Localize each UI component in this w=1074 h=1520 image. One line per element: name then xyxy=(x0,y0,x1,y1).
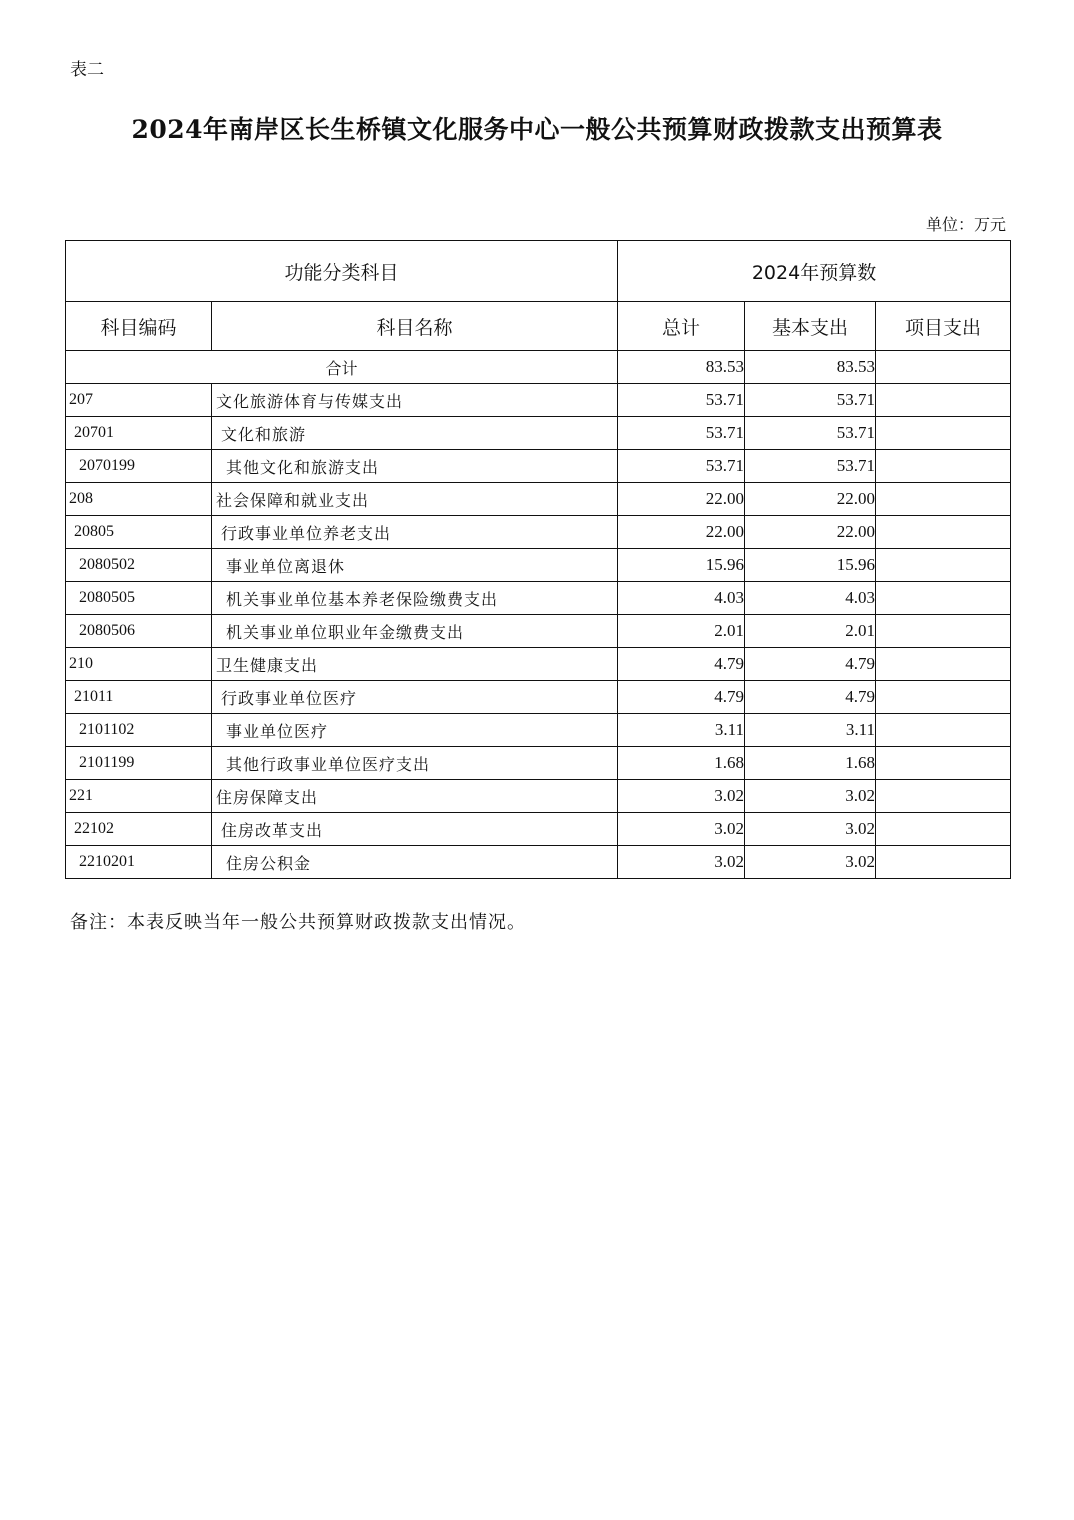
table-row xyxy=(66,450,1011,483)
header-functional-classification: 功能分类科目 xyxy=(66,241,618,302)
row-code: 21011 xyxy=(66,681,212,714)
row-project xyxy=(876,714,1011,747)
row-basic: 53.71 xyxy=(745,384,876,417)
row-name: 机关事业单位基本养老保险缴费支出 xyxy=(212,582,618,615)
row-project xyxy=(876,747,1011,780)
table-row xyxy=(66,681,1011,714)
row-name: 机关事业单位职业年金缴费支出 xyxy=(212,615,618,648)
row-code: 2070199 xyxy=(66,450,212,483)
row-total: 3.02 xyxy=(618,780,745,813)
row-total: 1.68 xyxy=(618,747,745,780)
row-code: 207 xyxy=(66,384,212,417)
total-basic-value: 83.53 xyxy=(745,351,876,384)
row-project xyxy=(876,615,1011,648)
row-name: 住房改革支出 xyxy=(212,813,618,846)
row-project xyxy=(876,549,1011,582)
header-budget-year: 2024年预算数 xyxy=(618,241,1011,302)
row-project xyxy=(876,384,1011,417)
header-subject-code: 科目编码 xyxy=(66,302,212,351)
table-row xyxy=(66,582,1011,615)
row-total: 4.79 xyxy=(618,648,745,681)
row-name: 卫生健康支出 xyxy=(212,648,618,681)
row-project xyxy=(876,516,1011,549)
row-name: 事业单位医疗 xyxy=(212,714,618,747)
row-name: 行政事业单位养老支出 xyxy=(212,516,618,549)
row-code: 221 xyxy=(66,780,212,813)
page-title: 2024年南岸区长生桥镇文化服务中心一般公共预算财政拨款支出预算表 xyxy=(131,115,943,144)
row-basic: 53.71 xyxy=(745,450,876,483)
row-total: 3.11 xyxy=(618,714,745,747)
unit-label: 单位：万元 xyxy=(925,215,1006,234)
header-project-expenditure: 项目支出 xyxy=(876,302,1011,351)
header-row-group xyxy=(66,241,1011,302)
row-code: 208 xyxy=(66,483,212,516)
row-basic: 4.79 xyxy=(745,648,876,681)
row-project xyxy=(876,846,1011,879)
row-basic: 3.02 xyxy=(745,813,876,846)
row-name: 住房保障支出 xyxy=(212,780,618,813)
footnote: 备注：本表反映当年一般公共预算财政拨款支出情况。 xyxy=(70,912,526,933)
row-basic: 4.79 xyxy=(745,681,876,714)
row-total: 53.71 xyxy=(618,450,745,483)
row-basic: 22.00 xyxy=(745,483,876,516)
row-project xyxy=(876,582,1011,615)
table-row xyxy=(66,516,1011,549)
row-code: 2210201 xyxy=(66,846,212,879)
row-project xyxy=(876,780,1011,813)
row-total: 53.71 xyxy=(618,417,745,450)
header-total: 总计 xyxy=(618,302,745,351)
row-basic: 4.03 xyxy=(745,582,876,615)
row-code: 20701 xyxy=(66,417,212,450)
total-label: 合计 xyxy=(66,351,618,384)
row-name: 其他文化和旅游支出 xyxy=(212,450,618,483)
table-row xyxy=(66,417,1011,450)
row-basic: 15.96 xyxy=(745,549,876,582)
row-basic: 3.02 xyxy=(745,846,876,879)
row-project xyxy=(876,417,1011,450)
row-project xyxy=(876,450,1011,483)
row-name: 社会保障和就业支出 xyxy=(212,483,618,516)
row-total: 22.00 xyxy=(618,483,745,516)
row-basic: 3.11 xyxy=(745,714,876,747)
row-code: 210 xyxy=(66,648,212,681)
row-total: 15.96 xyxy=(618,549,745,582)
header-basic-expenditure: 基本支出 xyxy=(745,302,876,351)
row-basic: 53.71 xyxy=(745,417,876,450)
row-total: 2.01 xyxy=(618,615,745,648)
total-row xyxy=(66,351,1011,384)
row-project xyxy=(876,483,1011,516)
total-project-value xyxy=(876,351,1011,384)
row-total: 4.03 xyxy=(618,582,745,615)
table-row xyxy=(66,780,1011,813)
row-code: 2080502 xyxy=(66,549,212,582)
row-total: 4.79 xyxy=(618,681,745,714)
row-basic: 22.00 xyxy=(745,516,876,549)
row-project xyxy=(876,648,1011,681)
row-basic: 2.01 xyxy=(745,615,876,648)
table-row xyxy=(66,549,1011,582)
total-total-value: 83.53 xyxy=(618,351,745,384)
header-subject-name: 科目名称 xyxy=(212,302,618,351)
table-row xyxy=(66,483,1011,516)
row-total: 3.02 xyxy=(618,813,745,846)
table-number: 表二 xyxy=(70,60,104,80)
table-row xyxy=(66,747,1011,780)
row-code: 2080506 xyxy=(66,615,212,648)
row-name: 事业单位离退休 xyxy=(212,549,618,582)
row-code: 2101102 xyxy=(66,714,212,747)
table-row xyxy=(66,714,1011,747)
row-name: 其他行政事业单位医疗支出 xyxy=(212,747,618,780)
row-total: 53.71 xyxy=(618,384,745,417)
table-row xyxy=(66,384,1011,417)
row-name: 文化和旅游 xyxy=(212,417,618,450)
row-code: 2101199 xyxy=(66,747,212,780)
row-code: 2080505 xyxy=(66,582,212,615)
table-row xyxy=(66,648,1011,681)
row-name: 文化旅游体育与传媒支出 xyxy=(212,384,618,417)
row-project xyxy=(876,813,1011,846)
row-code: 22102 xyxy=(66,813,212,846)
table-row xyxy=(66,615,1011,648)
row-basic: 3.02 xyxy=(745,780,876,813)
budget-table xyxy=(65,240,1011,879)
row-total: 3.02 xyxy=(618,846,745,879)
row-project xyxy=(876,681,1011,714)
row-name: 行政事业单位医疗 xyxy=(212,681,618,714)
header-row-columns xyxy=(66,302,1011,351)
row-basic: 1.68 xyxy=(745,747,876,780)
row-total: 22.00 xyxy=(618,516,745,549)
row-code: 20805 xyxy=(66,516,212,549)
row-name: 住房公积金 xyxy=(212,846,618,879)
table-row xyxy=(66,813,1011,846)
table-row xyxy=(66,846,1011,879)
